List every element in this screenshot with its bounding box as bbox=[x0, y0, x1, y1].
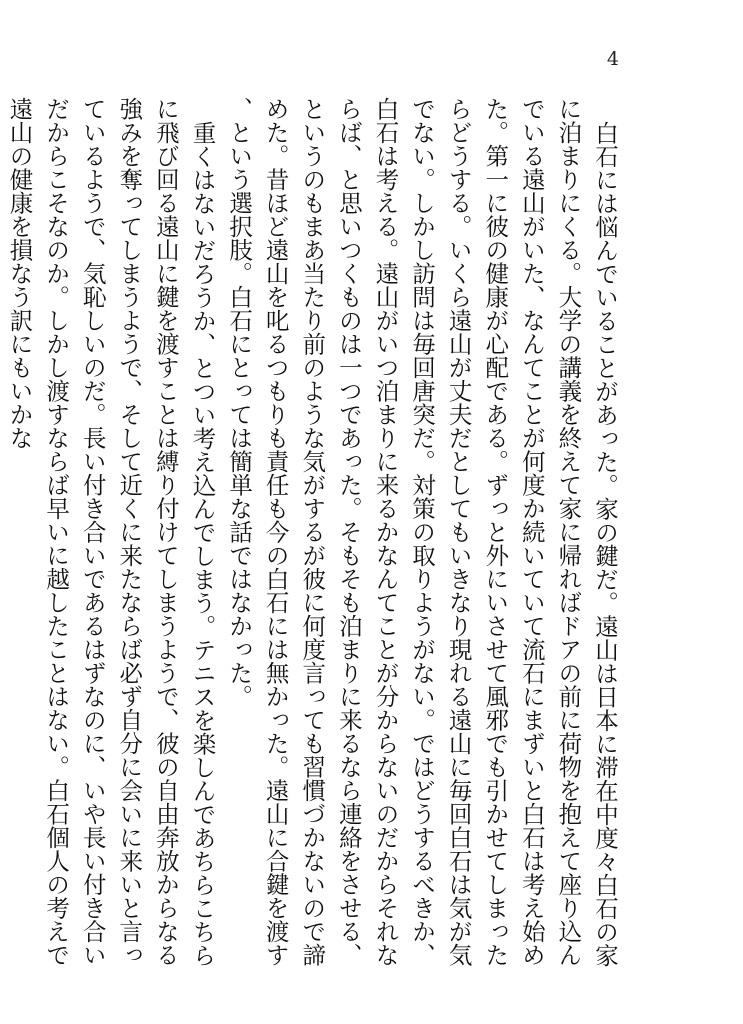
paragraph: 白石には悩んでいることがあった。家の鍵だ。遠山は日本に滞在中度々白石の家に泊まりにくる。大学の講義を終えて家に帰ればドアの前に荷物を抱えて座り込んでいる遠山がいた、なんてことが何度か続いていて流石にまずいと白石は考え始めた。第一に彼の健康が心配である。ずっと外にいさせて風邪でも引かせてしまったらどうする。いくら遠山が丈夫だとしてもいきなり現れる遠山に毎回白石は気が気でない。しかし訪問は毎回唐突だ。対策の取りようがない。ではどうするべきか、白石は考える。遠山がいつ泊まりに来るかなんてことが分からないのだからそれならば、と思いつくものは一つであった。そもそも泊まりに来るなら連絡をさせる、というのもまあ当たり前のような気がするが彼に何度言っても習慣づかないので諦めた。昔ほど遠山を叱るつもりも責任も今の白石には無かった。遠山に合鍵を渡す、という選択肢。白石にとっては簡単な話ではなかった。 bbox=[225, 97, 619, 967]
page-number: 4 bbox=[606, 48, 619, 70]
paragraph: 重くはないだろうか、とつい考え込んでしまう。テニスを楽しんであちらこちらに飛び回る遠山に鍵を渡すことは縛り付けてしまうようで、彼の自由奔放からなる強みを奪ってしまうようで、そして近くに来たならば必ず自分に会いに来いと言っているようで、気恥しいのだ。長い付き合いであるはずなのに、いや長い付き合いだからこそなのか。しかし渡すならば早いに越したことはない。白石個人の考えで遠山の健康を損なう訳にもいかな bbox=[5, 97, 217, 967]
vertical-body-text bbox=[5, 97, 623, 967]
